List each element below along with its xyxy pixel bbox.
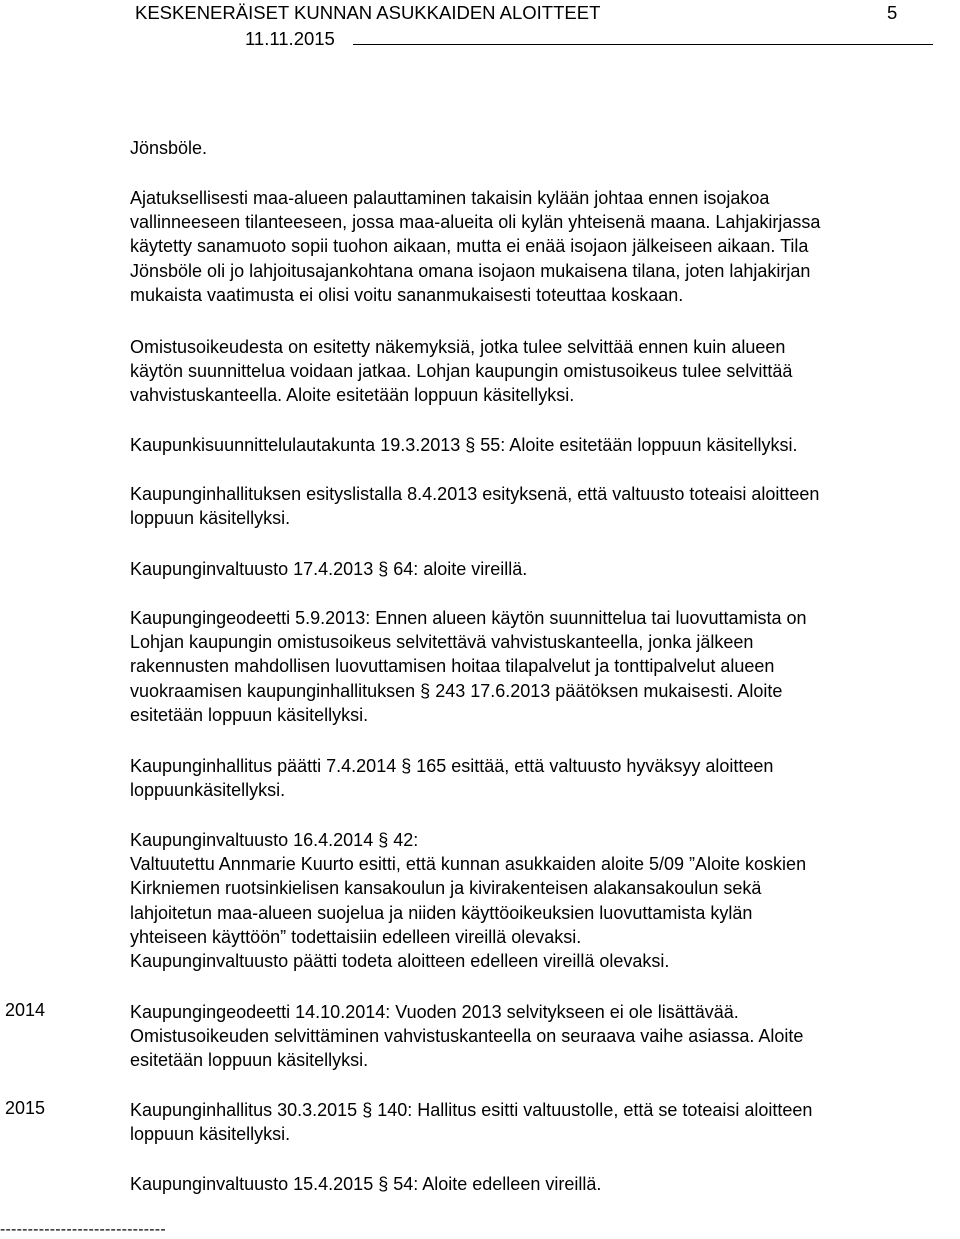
text-line: loppuun käsitellyksi. (130, 1124, 291, 1145)
text-line: Kaupunginvaltuusto 16.4.2014 § 42: (130, 830, 419, 850)
paragraph-8 (130, 828, 930, 973)
text-line: Kaupunkisuunnittelulautakunta 19.3.2013 § 55: Aloite esitetään loppuun käsitellyksi. (130, 435, 798, 455)
text-line: Kaupunginhallitus päätti 7.4.2014 § 165 esittää, että valtuusto hyväksyy aloitteen (130, 756, 774, 776)
header-date: 11.11.2015 (245, 28, 335, 49)
text-line: käytetty sanamuoto sopii tuohon aikaan, mutta ei enää isojaon jälkeiseen aikaan. Tila (130, 236, 809, 257)
paragraph-6 (130, 606, 930, 727)
header-title: KESKENERÄISET KUNNAN ASUKKAIDEN ALOITTEET (135, 2, 601, 23)
paragraph-4 (130, 482, 930, 530)
entry-2014 (130, 1000, 930, 1073)
text-line: Lohjan kaupungin omistusoikeus selvitettävä vahvistuskanteella, jonka jälkeen (130, 632, 754, 653)
paragraph-5 (130, 557, 930, 581)
text-line: Kirkniemen ruotsinkielisen kansakoulun ja kivirakenteisen alakansakoulun sekä (130, 878, 762, 899)
text-line: vahvistuskanteella. Aloite esitetään loppuun käsitellyksi. (130, 385, 575, 406)
text-line: Jönsböle oli jo lahjoitusajankohtana omana isojaon mukaisena tilana, joten lahjakirjan (130, 260, 811, 281)
paragraph-1 (130, 186, 930, 307)
text-line: käytön suunnittelua voidaan jatkaa. Lohjan kaupungin omistusoikeus tulee selvittää (130, 361, 793, 382)
entry-2015 (130, 1098, 930, 1146)
text-line: rakennusten mahdollisen luovuttamisen hoitaa tilapalvelut ja tonttipalvelut alueen (130, 656, 775, 677)
text-line: Kaupungingeodeetti 14.10.2014: Vuoden 2013 selvitykseen ei ole lisättävää. (130, 1002, 739, 1022)
text-line: Kaupunginhallituksen esityslistalla 8.4.2013 esityksenä, että valtuusto toteaisi aloitteen (130, 484, 820, 504)
text-line: Omistusoikeuden selvittäminen vahvistuskanteella on seuraava vaihe asiassa. Aloite (130, 1026, 804, 1047)
text-line: vallinneeseen tilanteeseen, jossa maa-alueita oli kylän yhteisenä maana. Lahjakirjassa (130, 212, 821, 233)
text-line: loppuunkäsitellyksi. (130, 780, 286, 801)
text-line: esitetään loppuun käsitellyksi. (130, 704, 369, 725)
text-line: Kaupunginvaltuusto 15.4.2015 § 54: Aloite edelleen vireillä. (130, 1174, 602, 1194)
section-heading: Jönsböle. (130, 138, 208, 158)
text-line: Kaupunginvaltuusto 17.4.2013 § 64: aloite vireillä. (130, 559, 528, 579)
page-number: 5 (887, 2, 898, 23)
paragraph-7 (130, 754, 930, 802)
text-line: yhteiseen käyttöön” todettaisiin edelleen vireillä olevaksi. (130, 926, 582, 947)
text-line: vuokraamisen kaupunginhallituksen § 243 17.6.2013 päätöksen mukaisesti. Aloite (130, 680, 783, 701)
text-line: Omistusoikeudesta on esitetty näkemyksiä, jotka tulee selvittää ennen kuin alueen (130, 337, 786, 357)
text-line: Ajatuksellisesti maa-alueen palauttaminen takaisin kylään johtaa ennen isojakoa (130, 188, 770, 208)
text-line: Kaupunginvaltuusto päätti todeta aloitteen edelleen vireillä olevaksi. (130, 951, 670, 972)
text-line: lahjoitetun maa-alueen suojelua ja niiden käyttöoikeuksien luovuttamista kylän (130, 902, 753, 923)
footnote-separator: ------------------------------ (0, 1221, 166, 1238)
header-rule (353, 44, 933, 45)
year-2015: 2015 (5, 1098, 46, 1118)
paragraph-2 (130, 335, 930, 408)
paragraph-9 (130, 1172, 930, 1196)
text-line: mukaista vaatimusta ei olisi voitu sananmukaisesti toteuttaa koskaan. (130, 284, 684, 305)
text-line: esitetään loppuun käsitellyksi. (130, 1050, 369, 1071)
paragraph-3 (130, 433, 930, 457)
page-header (0, 0, 960, 50)
text-line: Valtuutettu Annmarie Kuurto esitti, että kunnan asukkaiden aloite 5/09 ”Aloite koskien (130, 854, 807, 875)
year-2014: 2014 (5, 1000, 46, 1020)
text-line: loppuun käsitellyksi. (130, 508, 291, 529)
text-line: Kaupunginhallitus 30.3.2015 § 140: Hallitus esitti valtuustolle, että se toteaisi aloitteen (130, 1100, 813, 1120)
text-line: Kaupungingeodeetti 5.9.2013: Ennen alueen käytön suunnittelua tai luovuttamista on (130, 608, 807, 628)
